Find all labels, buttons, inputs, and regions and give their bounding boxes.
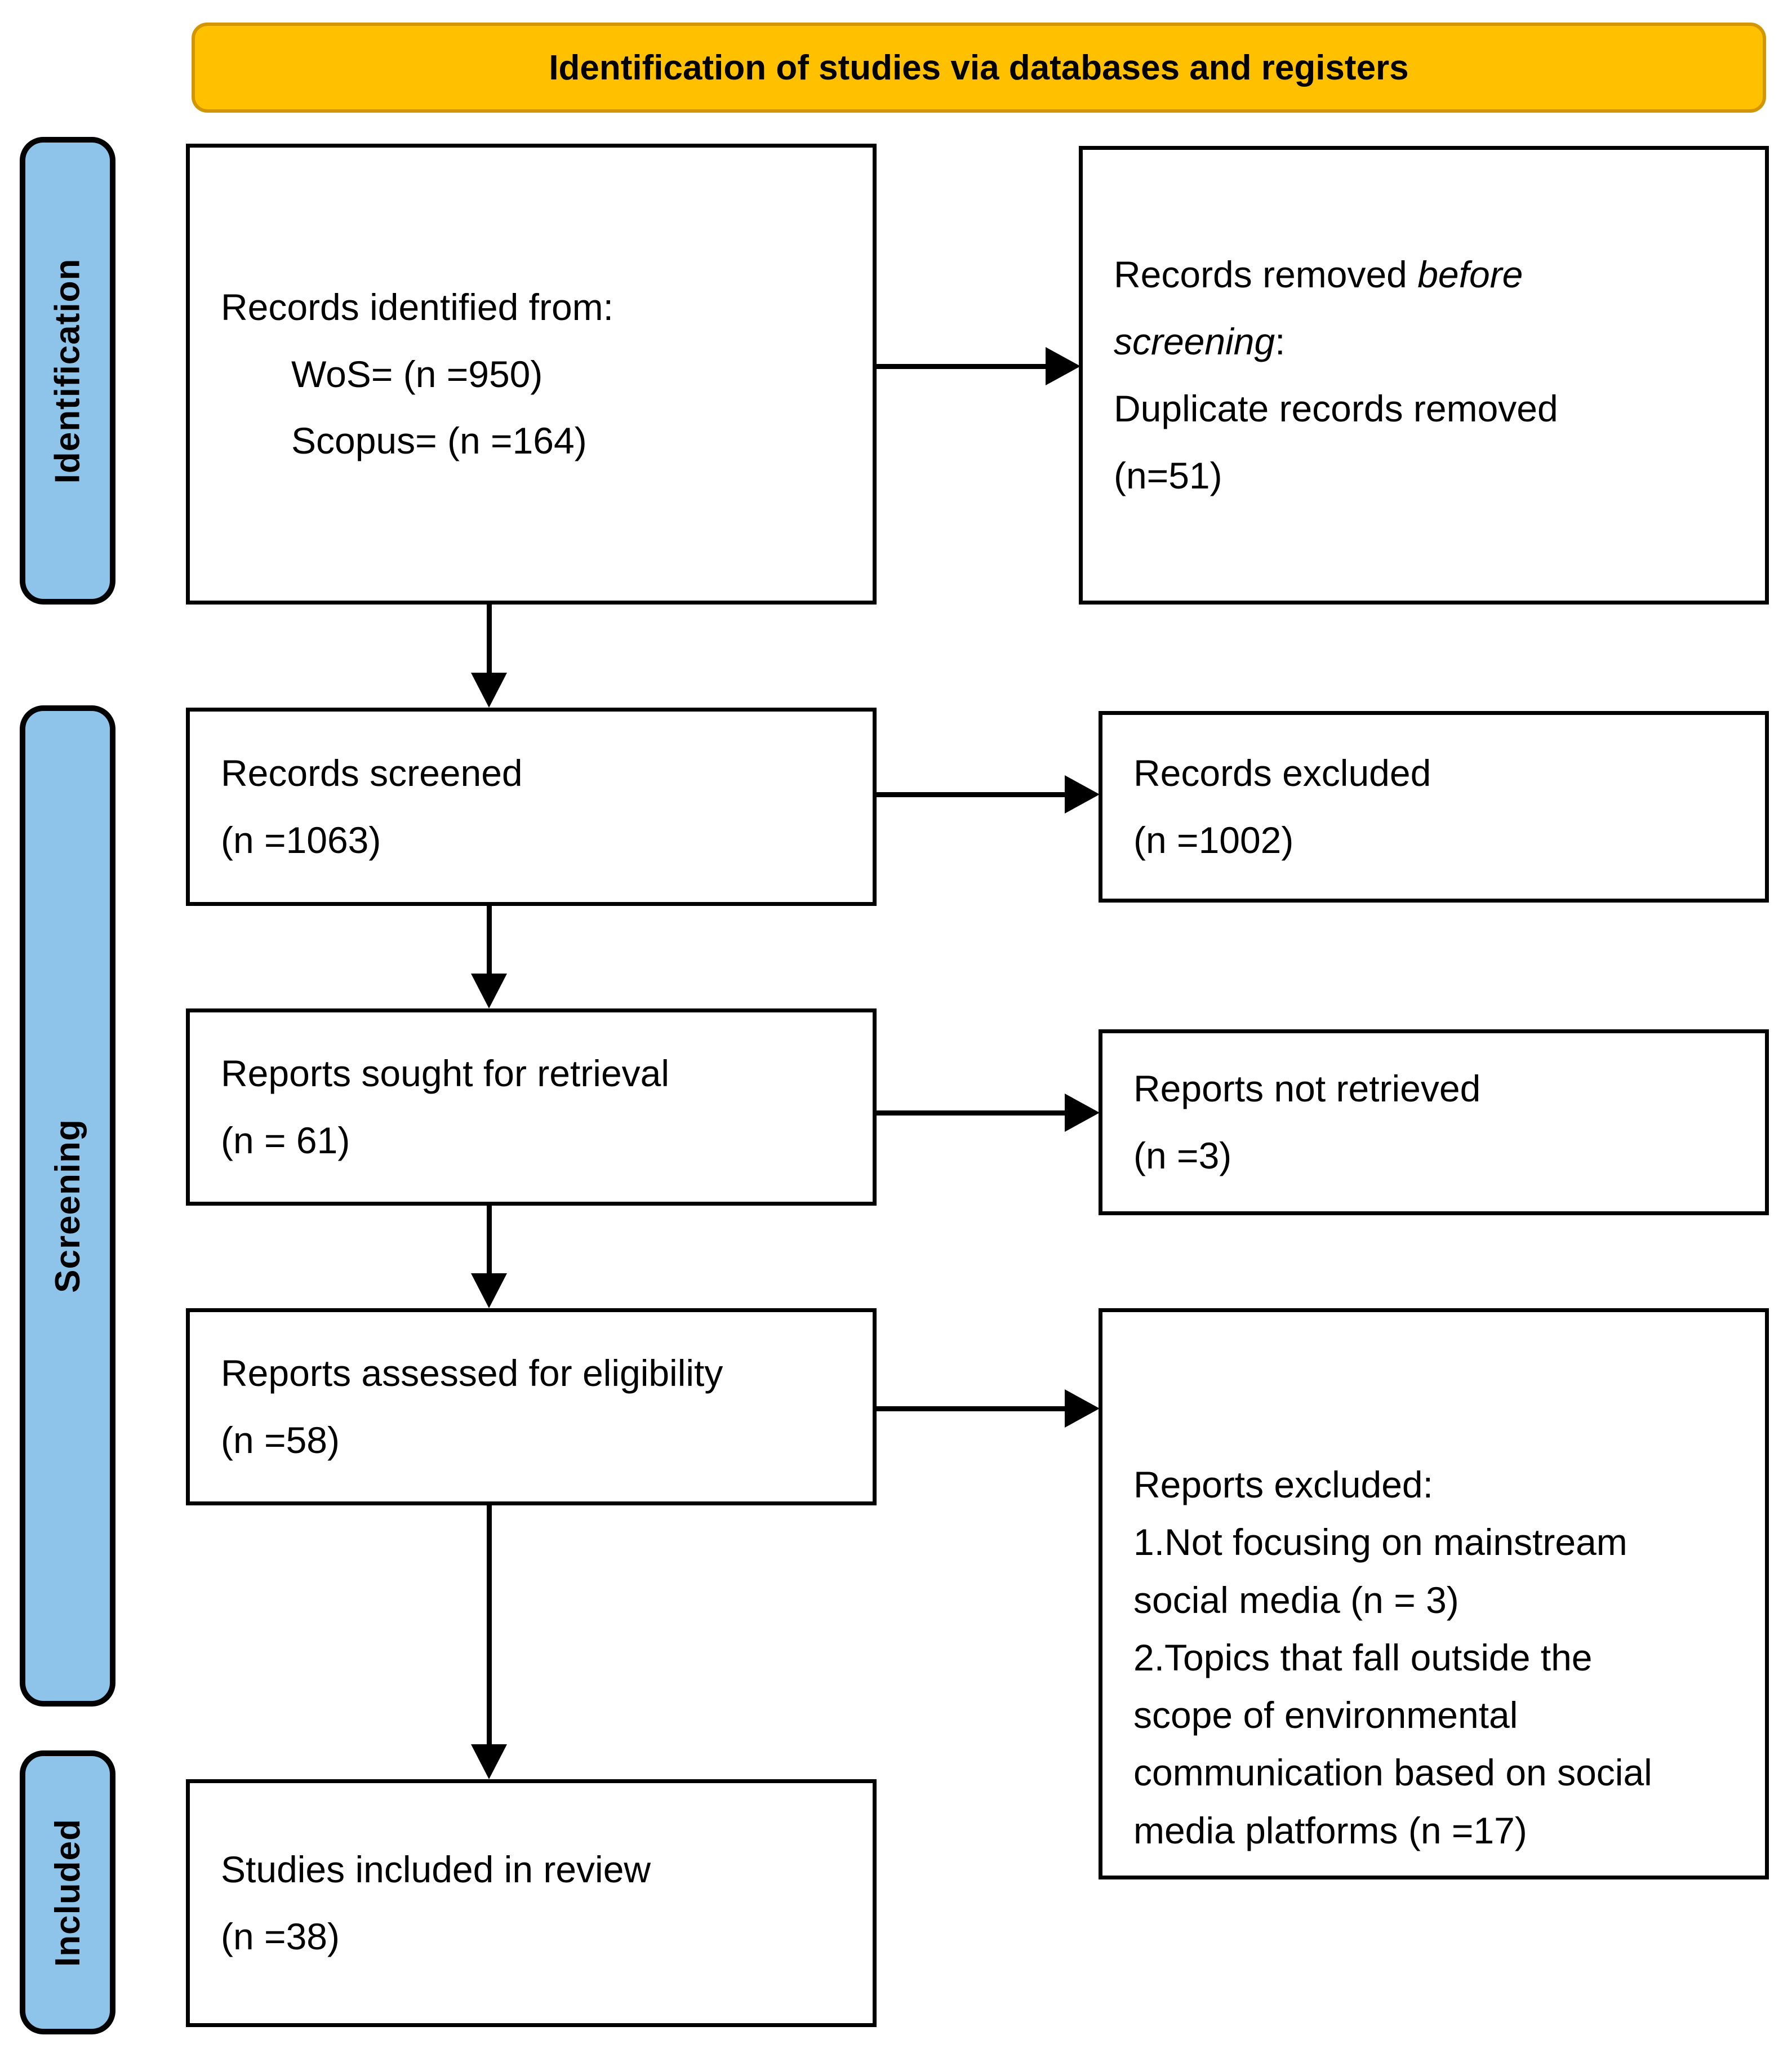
box-line: 2.Topics that fall outside the [1133, 1636, 1593, 1678]
box-line: (n = 61) [221, 1119, 350, 1161]
box-reports-excluded [1099, 1308, 1769, 1879]
box-records-identified [186, 144, 877, 605]
arrow-right-3-head [1065, 1094, 1100, 1132]
arrow-down-3-line [487, 1206, 492, 1274]
box-line: Reports excluded: [1133, 1464, 1433, 1505]
box-studies-included [186, 1779, 877, 2027]
box-line: WoS= (n =950) [291, 353, 543, 395]
arrow-down-2-head [471, 974, 507, 1008]
stage-label-included: Included [48, 1818, 87, 1967]
arrow-right-2-line [877, 792, 1068, 797]
box-line: Records excluded [1133, 752, 1431, 794]
arrow-right-4-head [1065, 1389, 1100, 1428]
box-line: (n =1063) [221, 819, 381, 861]
box-line: 1.Not focusing on mainstream [1133, 1521, 1628, 1563]
arrow-right-3-line [877, 1110, 1068, 1116]
stage-pill-screening [20, 705, 115, 1707]
box-line: media platforms (n =17) [1133, 1809, 1527, 1851]
box-reports-not-retrieved [1099, 1029, 1769, 1215]
arrow-down-4-line [487, 1505, 492, 1745]
box-line: Scopus= (n =164) [291, 420, 587, 462]
box-line: Records identified from: [221, 286, 613, 328]
box-reports-assessed [186, 1308, 877, 1505]
stage-label-screening: Screening [48, 1119, 87, 1293]
box-line: social media (n = 3) [1133, 1579, 1459, 1621]
stage-pill-identification [20, 137, 115, 605]
box-line: Reports sought for retrieval [221, 1052, 670, 1095]
arrow-right-2-head [1065, 775, 1100, 814]
stage-pill-included [20, 1750, 115, 2034]
box-line: Studies included in review [221, 1848, 651, 1891]
box-reports-sought [186, 1008, 877, 1206]
arrow-down-1-head [471, 673, 507, 708]
box-text-italic: before [1417, 254, 1523, 296]
box-line: Duplicate records removed [1114, 388, 1558, 429]
header-banner [192, 23, 1766, 113]
box-line [1114, 308, 1734, 375]
box-text-italic: screening [1114, 321, 1275, 363]
box-line: communication based on social [1133, 1752, 1652, 1794]
box-line: (n =3) [1133, 1135, 1232, 1176]
stage-label-identification: Identification [48, 258, 87, 483]
box-text: Records removed [1114, 254, 1418, 296]
box-records-screened [186, 708, 877, 906]
box-line: (n =58) [221, 1419, 340, 1461]
box-line [1114, 241, 1734, 308]
arrow-down-4-head [471, 1744, 507, 1779]
arrow-down-1-line [487, 605, 492, 674]
box-line: Reports assessed for eligibility [221, 1352, 723, 1394]
box-line: (n=51) [1114, 454, 1222, 496]
arrow-down-3-head [471, 1273, 507, 1308]
box-line: Records screened [221, 752, 523, 794]
box-line: (n =1002) [1133, 819, 1294, 861]
header-title: Identification of studies via databases and registers [549, 48, 1409, 87]
arrow-down-2-line [487, 906, 492, 975]
arrow-right-1-head [1046, 347, 1080, 385]
box-records-excluded [1099, 711, 1769, 903]
arrow-right-4-line [877, 1406, 1068, 1411]
box-line: (n =38) [221, 1916, 340, 1957]
arrow-right-1-line [877, 364, 1048, 369]
box-text: : [1275, 321, 1286, 363]
box-line: Reports not retrieved [1133, 1068, 1481, 1110]
box-records-removed [1079, 146, 1769, 605]
box-line: scope of environmental [1133, 1694, 1518, 1736]
